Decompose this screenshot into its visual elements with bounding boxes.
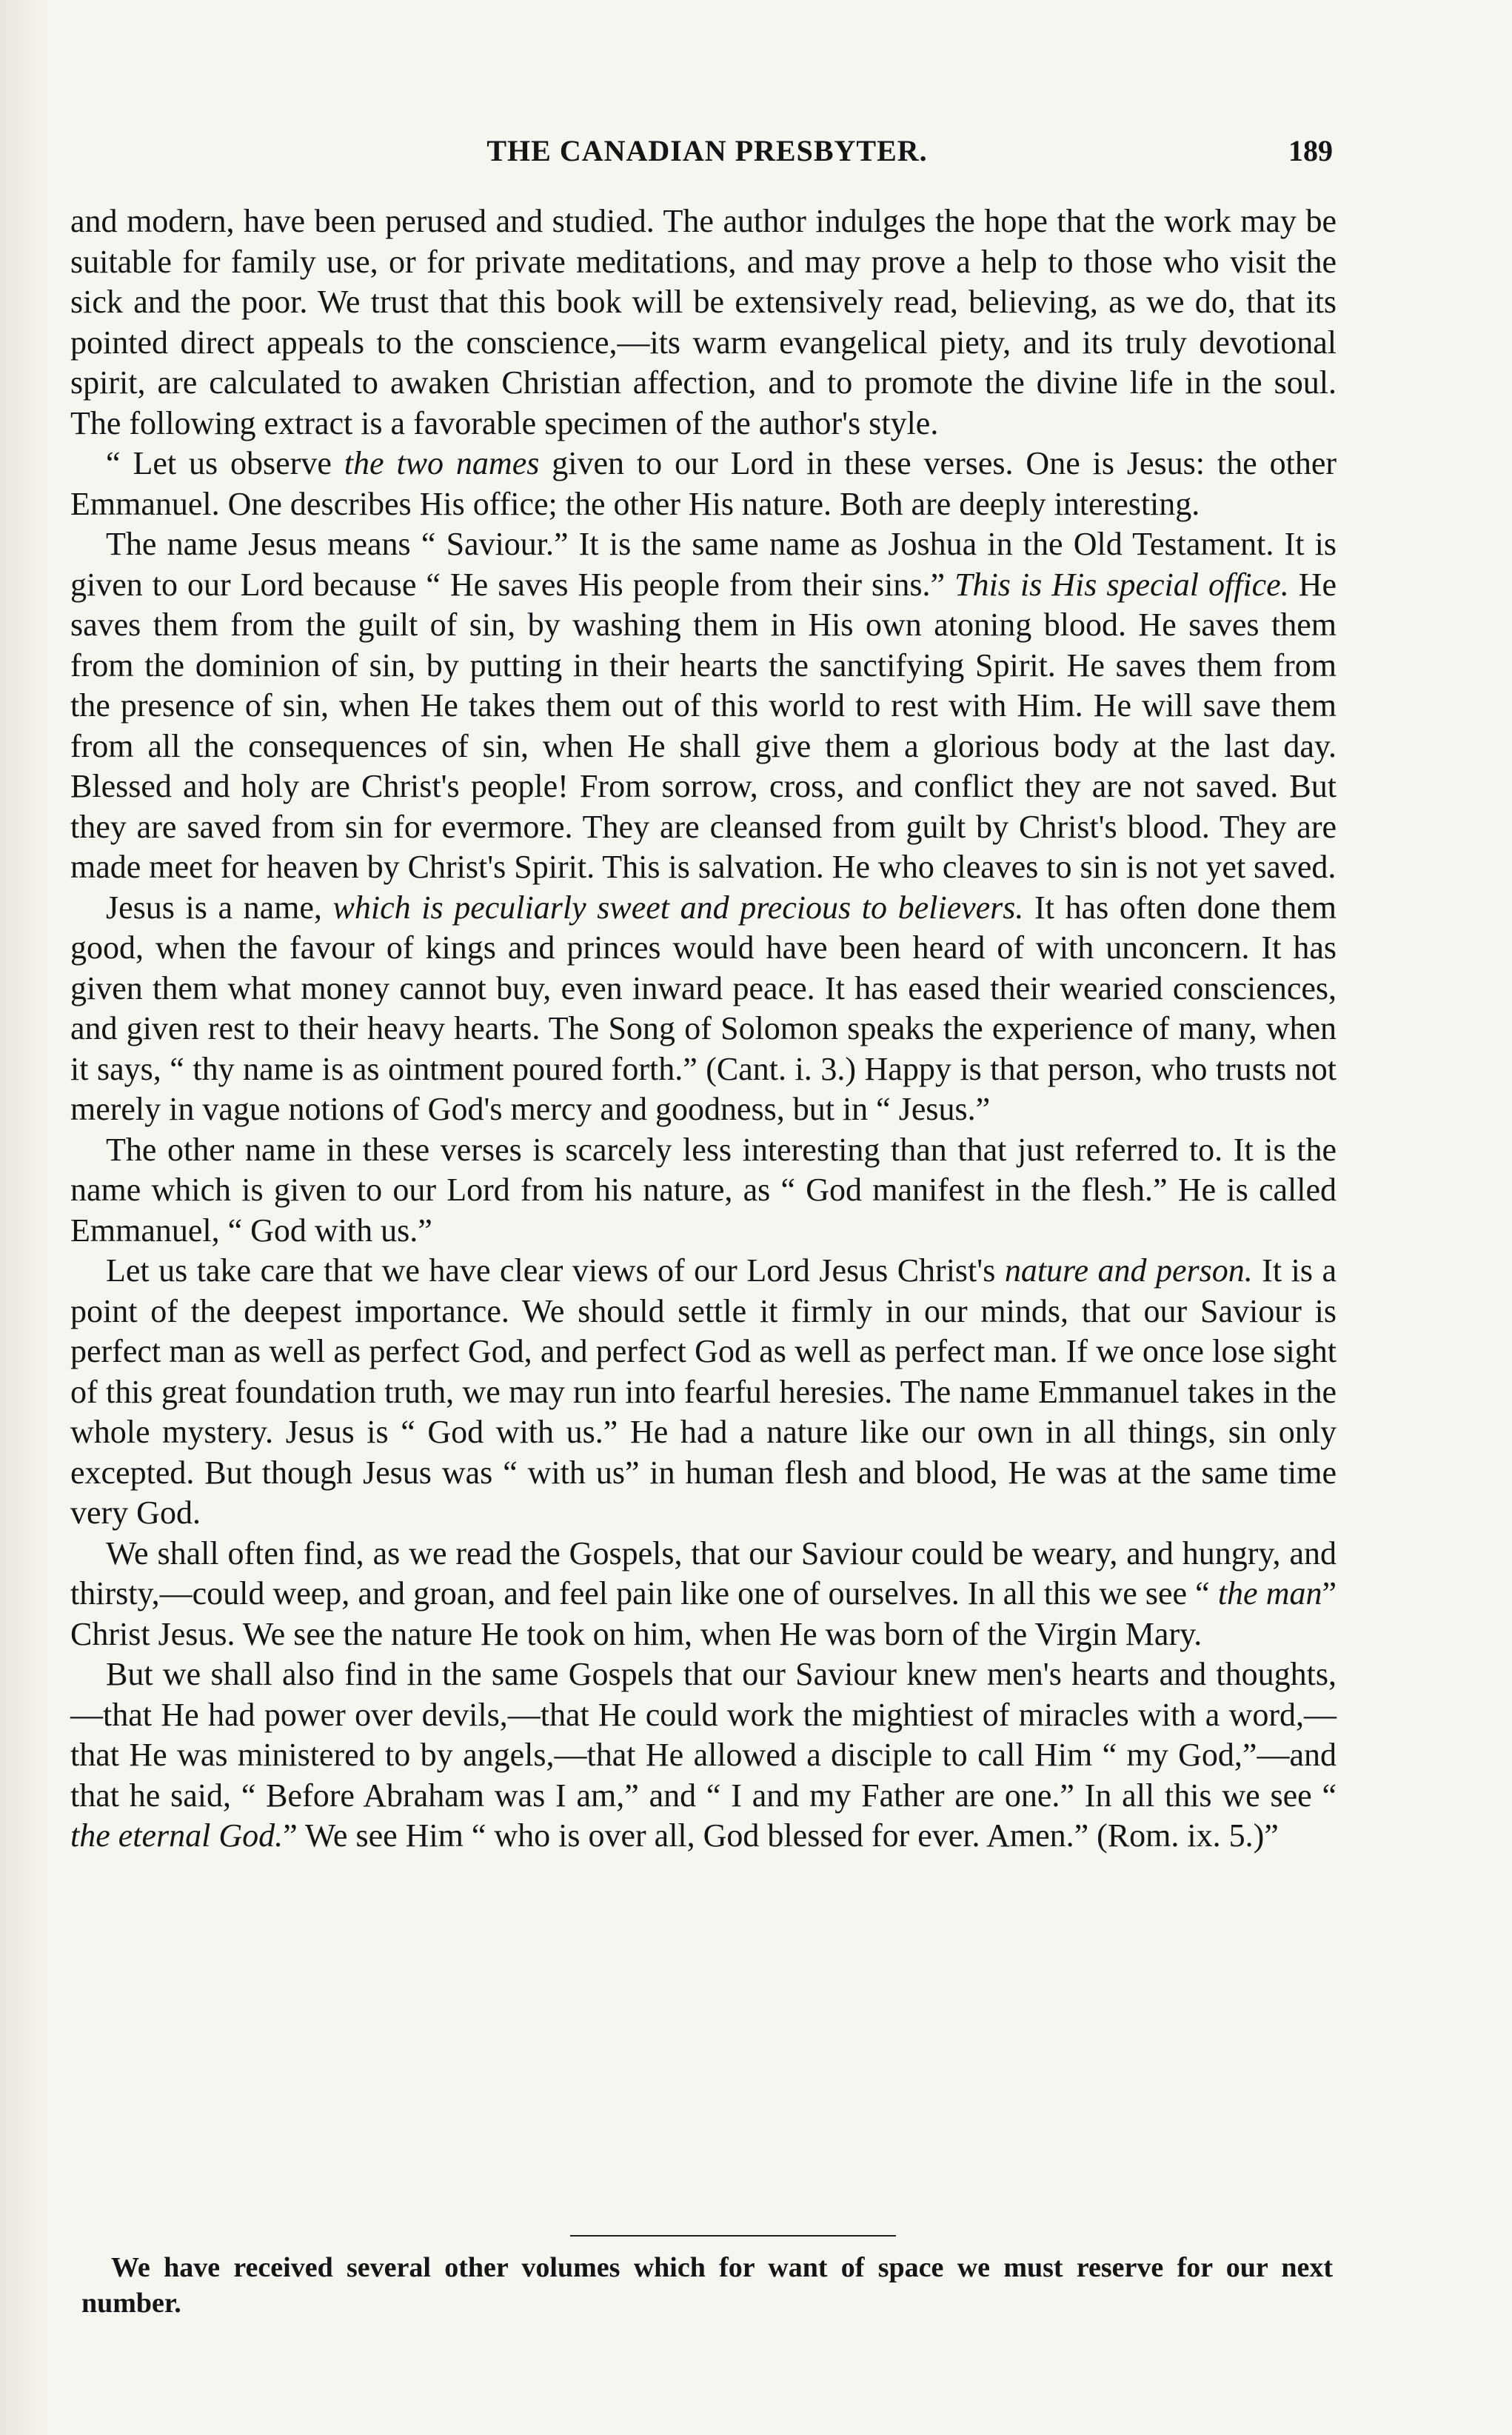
footnote-divider [570,2235,896,2237]
paragraph-6 [70,1251,1337,1534]
paragraph-2-emphasis: the two names [344,445,540,481]
running-header [81,133,1333,178]
paragraph-4 [70,888,1337,1130]
page-number: 189 [1288,134,1333,167]
paragraph-6-text-b: It is a point of the deepest importance. We should settle it firmly in our minds, that our Saviour is perfect man as well as perfect God, and perfect God as well as perfect man. If we once lose sight of this great foundation truth, we may run into fearful heresies. The name Emmanuel takes in the whole mystery. Jesus is “ God with us.” He had a nature like our own in all things, sin only excepted. But though Jesus was “ with us” in human flesh and blood, He was at the same time very God. [70,1252,1337,1531]
paragraph-1: and modern, have been perused and studied. The author indulges the hope that the work may be suitable for family use, or for private meditations, and may prove a help to those who visit the sick and the poor. We trust that this book will be extensively read, believing, as we do, that its pointed direct appeals to the conscience,—its warm evangelical piety, and its truly devotional spirit, are calculated to awaken Christian affection, and to promote the divine life in the soul. The following extract is a favorable specimen of the author's style. [70,203,1337,441]
paragraph-4-text-a: Jesus is a name, [106,889,333,926]
running-title: THE CANADIAN PRESBYTER. [486,134,928,167]
paragraph-5: The other name in these verses is scarcely less interesting than that just referred to. It is the name which is given to our Lord from his nature, as “ God manifest in the flesh.” He is called Emmanuel, “ God with us.” [70,1131,1337,1249]
paragraph-3-emphasis: This is His special office. [954,566,1289,603]
paragraph-2-text-b: given to our Lord in these verses. One is Jesus: the other Emmanuel. One describes His office; the other His nature. Both are deeply interesting. [70,445,1337,522]
paragraph-8 [70,1654,1337,1857]
paragraph-2-text-a: “ Let us observe [106,445,344,481]
paragraph-8-text-b: ” We see Him “ who is over all, God blessed for ever. Amen.” (Rom. ix. 5.)” [283,1817,1279,1854]
paragraph-3-text-a: The name Jesus means “ Saviour.” It is the same name as Joshua in the Old Testament. It is given to our Lord because “ He saves His people from their sins.” [70,526,1337,603]
paragraph-8-text-a: But we shall also find in the same Gospels that our Saviour knew men's hearts and thoughts, —that He had power over devils,—that He could work the mightiest of miracles with a word,—that He was ministered to by angels,—that He allowed a disciple to call Him “ my God,”—and that he said, “ Before Abraham was I am,” and “ I and my Father are one.” In all this we see “ [70,1656,1337,1814]
paragraph-3-text-b: He saves them from the guilt of sin, by washing them in His own atoning blood. He saves them from the dominion of sin, by putting in their hearts the sanctifying Spirit. He saves them from the presence of sin, when He takes them out of this world to rest with Him. He will save them from all the consequences of sin, when He shall give them a glorious body at the last day. Blessed and holy are Christ's people! From sorrow, cross, and conflict they are not saved. But they are saved from sin for evermore. They are cleansed from guilt by Christ's blood. They are made meet for heaven by Christ's Spirit. This is salvation. He who cleaves to sin is not yet saved. [70,566,1337,885]
paragraph-6-emphasis: nature and person. [1004,1252,1253,1289]
paragraph-7-emphasis: the man [1217,1575,1322,1611]
footnote [81,2250,1333,2321]
paragraph-7-text-a: We shall often find, as we read the Gospels, that our Saviour could be weary, and hungry, and thirsty,—could weep, and groan, and feel pain like one of ourselves. In all this we see “ [70,1534,1337,1611]
footnote-text: We have received several other volumes which for want of space we must reserve for our next number. [81,2252,1333,2319]
binding-gutter [0,0,52,2435]
paragraph-2 [70,444,1337,524]
paragraph-7 [70,1534,1337,1655]
article-body [70,201,1337,1857]
paragraph-7-text-b: ” Christ Jesus. We see the nature He took on him, when He was born of the Virgin Mary. [70,1575,1337,1652]
paragraph-4-text-b: It has often done them good, when the favour of kings and princes would have been heard of with unconcern. It has given them what money cannot buy, even inward peace. It has eased their wearied consciences, and given rest to their heavy hearts. The Song of Solomon speaks the experience of many, when it says, “ thy name is as ointment poured forth.” (Cant. i. 3.) Happy is that person, who trusts not merely in vague notions of God's mercy and goodness, but in “ Jesus.” [70,889,1337,1127]
paragraph-4-emphasis: which is peculiarly sweet and precious to believers. [332,889,1024,926]
paragraph-8-emphasis: the eternal God. [70,1817,284,1854]
paragraph-3 [70,524,1337,888]
paragraph-6-text-a: Let us take care that we have clear views of our Lord Jesus Christ's [106,1252,1005,1289]
